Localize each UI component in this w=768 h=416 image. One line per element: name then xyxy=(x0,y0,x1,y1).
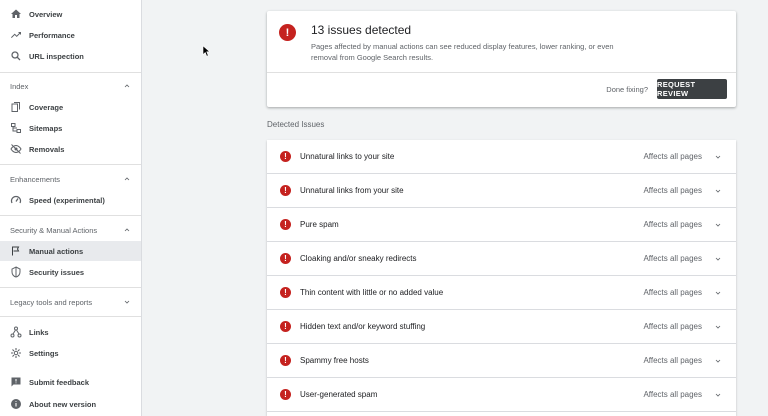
issue-label: Unnatural links to your site xyxy=(300,152,395,161)
nav-speed[interactable] xyxy=(0,190,141,210)
nav-sitemaps[interactable] xyxy=(0,118,141,138)
nav-links[interactable] xyxy=(0,322,141,342)
nav-overview[interactable] xyxy=(0,4,141,24)
summary-card xyxy=(267,11,736,107)
section-label: Legacy tools and reports xyxy=(10,297,93,307)
alert-icon: ! xyxy=(280,321,291,332)
sitemap-icon xyxy=(10,122,22,134)
summary-description: Pages affected by manual actions can see reduced display features, lower ranking, or even removal from Google Search results. xyxy=(311,42,614,62)
chevron-down-icon[interactable] xyxy=(714,221,722,229)
issue-row[interactable] xyxy=(267,174,736,208)
issues-list xyxy=(267,140,736,416)
alert-icon: ! xyxy=(280,253,291,264)
divider xyxy=(0,316,141,317)
section-label: Enhancements xyxy=(10,174,61,184)
issue-label: Hidden text and/or keyword stuffing xyxy=(300,322,426,331)
section-legacy[interactable] xyxy=(0,293,141,311)
section-enhancements[interactable] xyxy=(0,170,141,188)
alert-icon: ! xyxy=(279,24,296,41)
nav-label: URL inspection xyxy=(29,51,84,61)
alert-icon: ! xyxy=(280,151,291,162)
issue-affects: Affects all pages xyxy=(643,288,702,297)
shield-icon xyxy=(10,266,22,278)
alert-icon: ! xyxy=(280,287,291,298)
issue-row[interactable] xyxy=(267,276,736,310)
nav-label: Security issues xyxy=(29,267,85,277)
nav-label: About new version xyxy=(29,399,97,409)
nav-label: Performance xyxy=(29,30,75,40)
issue-row[interactable] xyxy=(267,378,736,412)
issue-row[interactable] xyxy=(267,344,736,378)
summary-title: 13 issues detected xyxy=(311,23,412,37)
nav-url-inspection[interactable] xyxy=(0,46,141,66)
chevron-up-icon xyxy=(123,82,131,90)
eye-off-icon xyxy=(10,143,22,155)
divider xyxy=(0,164,141,165)
chevron-down-icon[interactable] xyxy=(714,391,722,399)
chevron-down-icon[interactable] xyxy=(714,357,722,365)
alert-icon: ! xyxy=(280,355,291,366)
issue-affects: Affects all pages xyxy=(643,254,702,263)
section-label: Security & Manual Actions xyxy=(10,225,98,235)
issue-label: Spammy free hosts xyxy=(300,356,369,365)
issue-row[interactable] xyxy=(267,208,736,242)
mouse-cursor-icon xyxy=(202,45,210,57)
chevron-down-icon[interactable] xyxy=(714,255,722,263)
nav-security-issues[interactable] xyxy=(0,262,141,282)
links-icon xyxy=(10,326,22,338)
chevron-down-icon[interactable] xyxy=(714,187,722,195)
issue-label: Cloaking and/or sneaky redirects xyxy=(300,254,417,263)
chevron-down-icon[interactable] xyxy=(714,323,722,331)
divider xyxy=(0,215,141,216)
alert-icon: ! xyxy=(280,219,291,230)
issue-affects: Affects all pages xyxy=(643,220,702,229)
chevron-up-icon xyxy=(123,226,131,234)
nav-label: Overview xyxy=(29,9,63,19)
issue-row[interactable] xyxy=(267,310,736,344)
nav-removals[interactable] xyxy=(0,139,141,159)
nav-manual-actions[interactable] xyxy=(0,241,141,261)
nav-settings[interactable] xyxy=(0,343,141,363)
chevron-down-icon xyxy=(123,298,131,306)
request-review-button[interactable]: REQUEST REVIEW xyxy=(657,79,727,99)
issue-affects: Affects all pages xyxy=(643,152,702,161)
nav-label: Sitemaps xyxy=(29,123,63,133)
nav-coverage[interactable] xyxy=(0,97,141,117)
issue-label: Thin content with little or no added value xyxy=(300,288,444,297)
chevron-down-icon[interactable] xyxy=(714,153,722,161)
nav-label: Coverage xyxy=(29,102,64,112)
nav-label: Submit feedback xyxy=(29,377,90,387)
issue-affects: Affects all pages xyxy=(643,322,702,331)
divider xyxy=(0,287,141,288)
nav-performance[interactable] xyxy=(0,25,141,45)
chevron-down-icon[interactable] xyxy=(714,289,722,297)
nav-label: Removals xyxy=(29,144,65,154)
sidebar xyxy=(0,0,142,416)
search-icon xyxy=(10,50,22,62)
nav-label: Speed (experimental) xyxy=(29,195,105,205)
done-fixing-text: Done fixing? xyxy=(606,85,648,94)
alert-icon: ! xyxy=(280,185,291,196)
nav-label: Manual actions xyxy=(29,246,84,256)
issue-label: Unnatural links from your site xyxy=(300,186,404,195)
issue-row[interactable] xyxy=(267,242,736,276)
home-icon xyxy=(10,8,22,20)
section-label: Index xyxy=(10,81,29,91)
gear-icon xyxy=(10,347,22,359)
flag-icon xyxy=(10,245,22,257)
nav-about[interactable] xyxy=(0,394,141,414)
divider xyxy=(0,72,141,73)
divider xyxy=(267,72,736,73)
issue-affects: Affects all pages xyxy=(643,356,702,365)
file-copy-icon xyxy=(10,101,22,113)
nav-submit-feedback[interactable] xyxy=(0,372,141,392)
info-icon xyxy=(10,398,22,410)
detected-issues-title: Detected Issues xyxy=(267,120,325,129)
trending-icon xyxy=(10,29,22,41)
nav-label: Settings xyxy=(29,348,59,358)
speed-icon xyxy=(10,194,22,206)
chevron-up-icon xyxy=(123,175,131,183)
issue-affects: Affects all pages xyxy=(643,390,702,399)
issue-label: User-generated spam xyxy=(300,390,378,399)
issue-label: Pure spam xyxy=(300,220,339,229)
section-security[interactable] xyxy=(0,221,141,239)
feedback-icon xyxy=(10,376,22,388)
alert-icon: ! xyxy=(280,389,291,400)
main-content xyxy=(142,0,768,416)
issue-row[interactable] xyxy=(267,140,736,174)
issue-affects: Affects all pages xyxy=(643,186,702,195)
nav-label: Links xyxy=(29,327,49,337)
section-index[interactable] xyxy=(0,77,141,95)
